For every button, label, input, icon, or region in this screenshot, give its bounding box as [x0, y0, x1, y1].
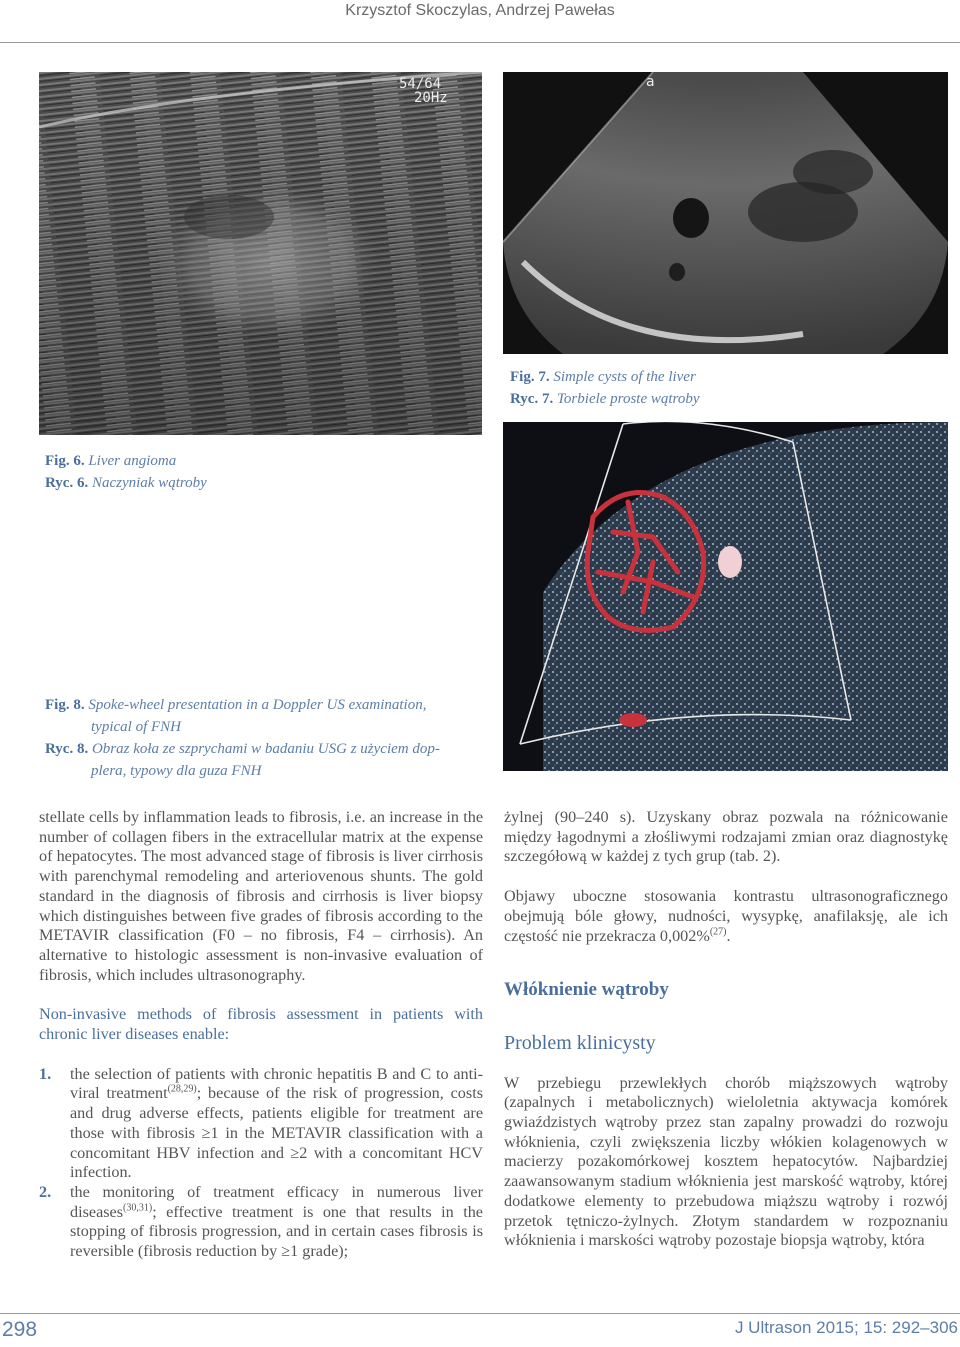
figure-6-caption-en-label: Fig. 6.: [45, 453, 85, 469]
figure-6-overlay-frame: 54/64: [399, 76, 442, 92]
figure-7-caption-en-label: Fig. 7.: [510, 369, 550, 385]
left-column: [39, 808, 483, 1262]
list-item-text-a: the selection of patients with chronic hepatitis B and C to anti-viral treatment: [70, 1064, 483, 1103]
figure-8-image: [503, 422, 948, 771]
list-item-number: 1.: [39, 1064, 52, 1083]
figure-8-caption-en-line2: typical of FNH: [91, 719, 181, 735]
page-number: 298: [2, 1318, 38, 1341]
figure-6-image: [39, 72, 482, 435]
right-paragraph-3: W przebiegu przewlekłych chorób miąższowych wątroby (zapalnych i metabolicznych) wieloletnia aktywacja komórek gwiaździstych wątroby przez stan zapalny prowadzi do rozwoju włóknienia, czyli zwiększenia liczby włókien kolagenowych w macierzy pozakomórkowej kosztem hepatocytów. Najbardziej zaawansowanym stadium włóknienia jest marskość wątroby, której dodatkowe elementy to przebudowa miąższu wątroby i rozwój przetok tętniczo-żylnych. Złotym standardem w rozpoznaniu włóknienia i marskości wątroby pozostaje biopsja wątroby, która: [504, 1073, 948, 1250]
list-item-text-b: ; because of the risk of progression, costs and drug adverse effects, patients eligible for treatment are those with fibrosis ≥1 in the METAVIR classification with a concomitant HBV infection and ≥2 with a concomitant HCV infection.: [70, 1084, 483, 1182]
criteria-list: [39, 1065, 483, 1262]
figure-7-image: [503, 72, 948, 354]
list-item: [39, 1183, 483, 1262]
figure-7-caption-pl-label: Ryc. 7.: [510, 391, 554, 407]
section-heading: Włóknienie wątroby: [504, 979, 669, 1001]
list-item-text-a: the monitoring of treatment efficacy in numerous liver diseases: [70, 1182, 483, 1221]
list-item-number: 2.: [39, 1182, 52, 1201]
list-item-text-b: ; effective treatment is one that results in the stopping of fibrosis progression, and in certain cases fibrosis is reversible (fibrosis reduction by ≥1 grade);: [70, 1202, 483, 1261]
footer-divider: [0, 1313, 960, 1314]
figure-6-overlay-rate: 20Hz: [414, 90, 448, 106]
left-paragraph-1: stellate cells by inflammation leads to fibrosis, i.e. an increase in the number of collagen fibers in the extracellular matrix at the expense of hepatocytes. The most advanced stage of fibrosis is liver cirrhosis with parenchymal remodeling and arteriovenous shunts. The gold standard in the diagnosis of fibrosis and cirrhosis is liver biopsy which distinguishes between five grades of fibrosis according to the METAVIR classification (F0 – no fibrosis, F4 – cirrhosis). An alternative to histologic assessment is non-invasive evaluation of fibrosis, which includes ultrasonography.: [39, 808, 483, 984]
figure-6-caption: [45, 450, 207, 494]
citation: (28,29): [167, 1084, 197, 1096]
running-header-authors: Krzysztof Skoczylas, Andrzej Pawełas: [345, 2, 615, 19]
list-item: [39, 1065, 483, 1183]
figure-7-caption: [510, 366, 699, 410]
right-paragraph-2-text: Objawy uboczne stosowania kontrastu ultrasonograficznego obejmują bóle głowy, nudności, wysypkę, anafilaksję, ale ich częstość nie przekracza 0,002%: [504, 887, 948, 945]
figure-7-overlay-label: a: [646, 74, 655, 90]
figure-8-caption-pl-line1: Obraz koła ze szprychami w badaniu USG z użyciem dop-: [91, 741, 440, 757]
figure-8-caption-pl-line2: plera, typowy dla guza FNH: [91, 763, 262, 779]
figure-7-caption-pl: Torbiele proste wątroby: [556, 391, 700, 407]
figure-8-caption-en-label: Fig. 8.: [45, 697, 85, 713]
citation: (27): [709, 926, 727, 938]
figure-6-caption-en: Liver angioma: [88, 453, 177, 469]
figure-8-caption: [45, 694, 485, 782]
right-paragraph-2-end: .: [726, 926, 731, 945]
journal-reference: J Ultrason 2015; 15: 292–306: [734, 1318, 958, 1337]
figure-6-caption-pl-label: Ryc. 6.: [45, 475, 89, 491]
subsection-heading: Problem klinicysty: [504, 1031, 656, 1054]
right-paragraph-2: [504, 887, 948, 946]
right-column: [504, 808, 948, 1251]
right-paragraph-1: żylnej (90–240 s). Uzyskany obraz pozwala na różnicowanie między łagodnymi a złośliwymi rodzajami zmian oraz diagnostykę szczegółową w każdej z tych grup (tab. 2).: [504, 808, 948, 866]
figure-8-caption-pl-label: Ryc. 8.: [45, 741, 89, 757]
figure-6-caption-pl: Naczyniak wątroby: [91, 475, 207, 491]
figure-7-caption-en: Simple cysts of the liver: [553, 369, 696, 385]
header-divider: [0, 42, 960, 43]
figure-8-caption-en-line1: Spoke-wheel presentation in a Doppler US examination,: [88, 697, 427, 713]
citation: (30,31): [123, 1202, 153, 1214]
left-paragraph-2: Non-invasive methods of fibrosis assessment in patients with chronic liver diseases enable:: [39, 1005, 483, 1044]
